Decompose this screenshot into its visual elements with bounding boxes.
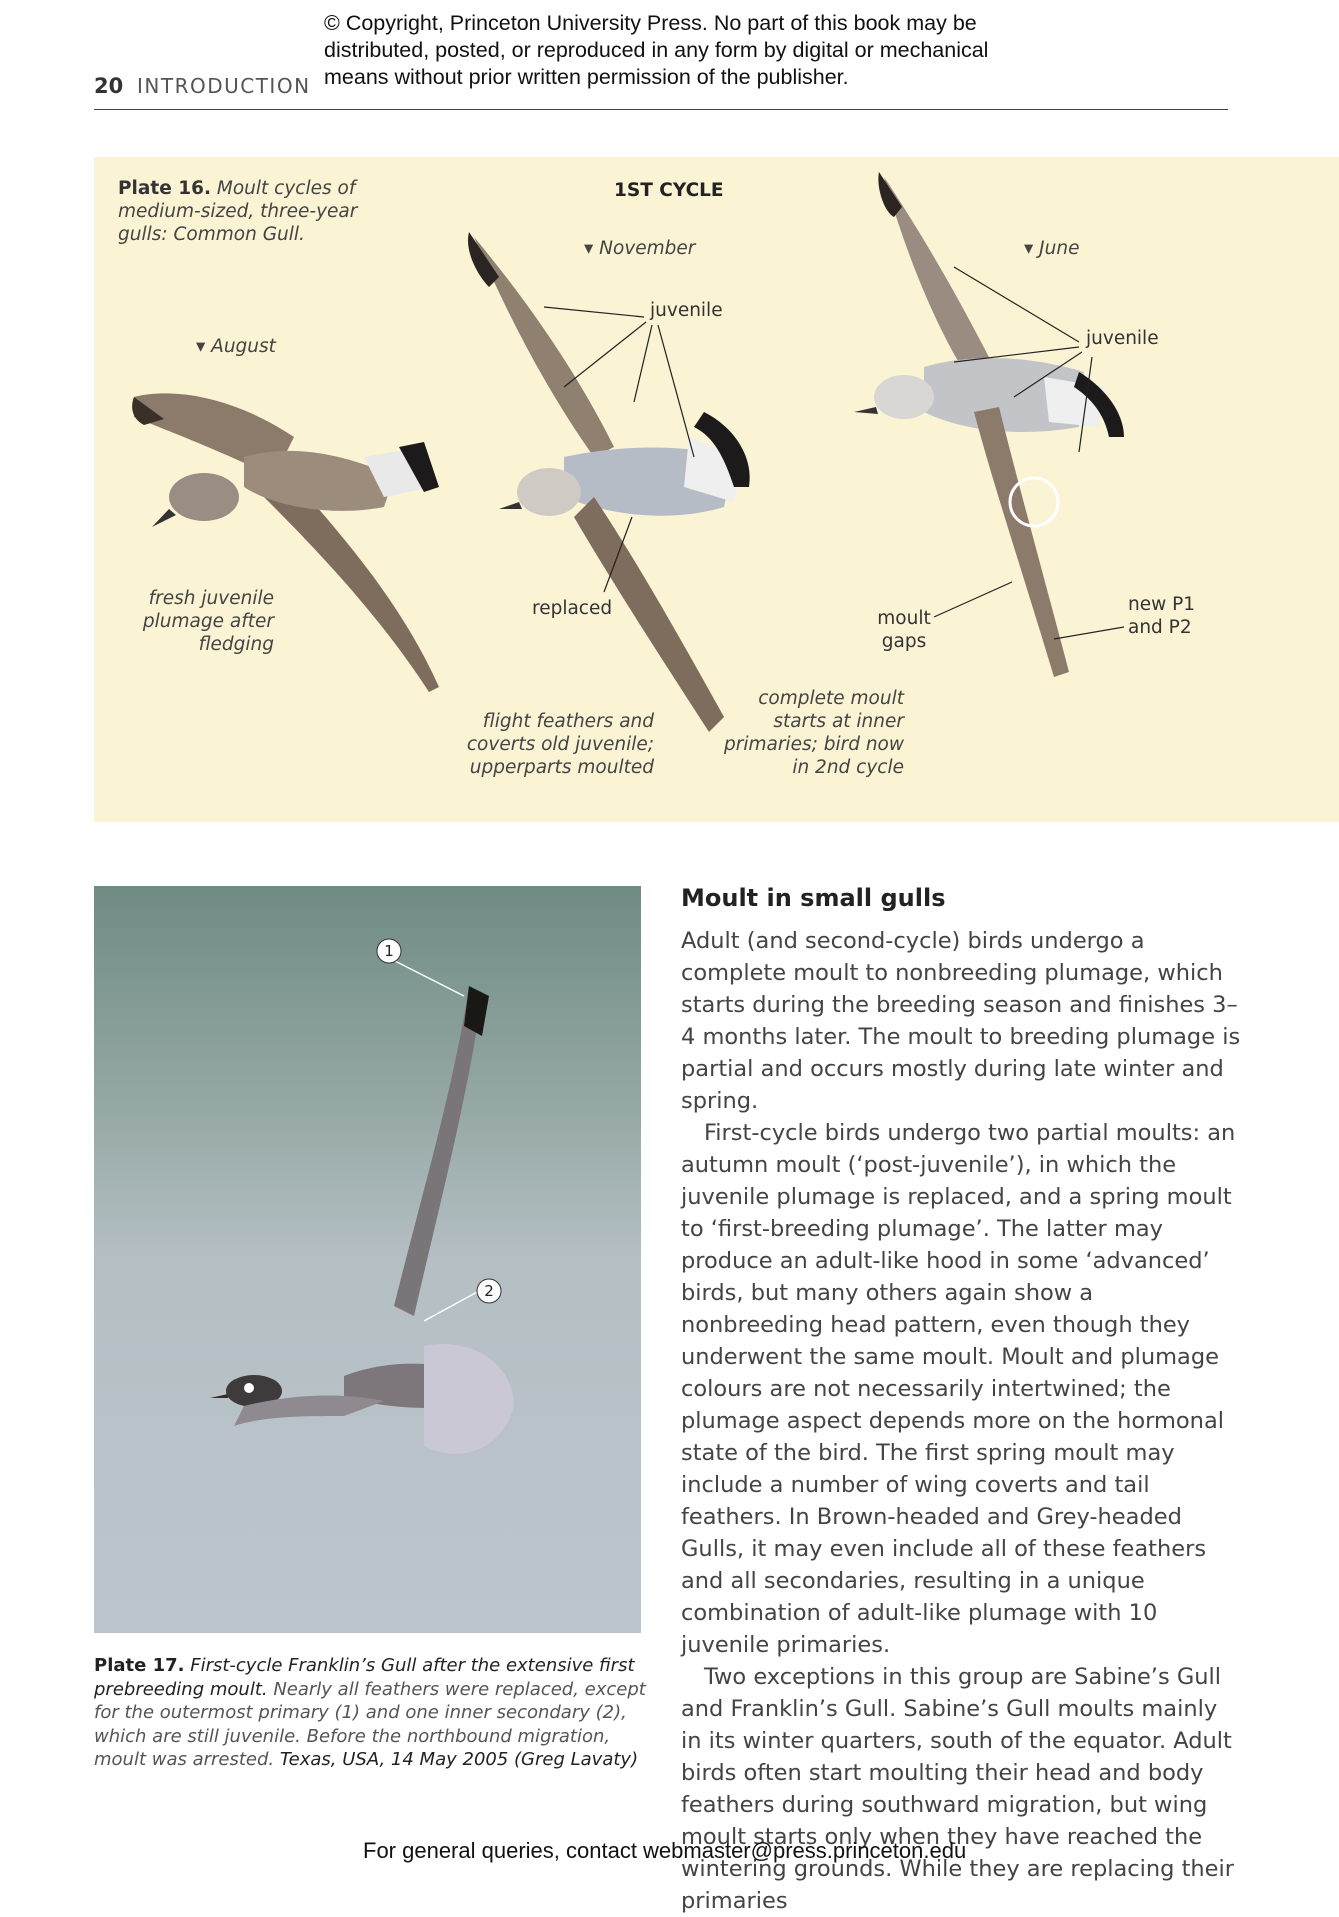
copyright-line: distributed, posted, or reproduced in any form by digital or mechanical	[324, 38, 989, 62]
label-replaced: replaced	[532, 598, 613, 619]
plate-16-label: Plate 16.	[118, 178, 211, 199]
note-flight-feathers: flight feathers and coverts old juvenile; upperparts moulted	[466, 711, 654, 778]
label-moult-gaps: moult gaps	[877, 608, 931, 652]
footer-contact: For general queries, contact webmaster@press.princeton.edu	[363, 1838, 967, 1863]
june-first-cycle-gull-illustration	[854, 172, 1124, 677]
plate-17-caption	[94, 1654, 654, 1772]
running-header: INTRODUCTION	[137, 74, 311, 98]
note-complete-moult: complete moult starts at inner primaries; bird now in 2nd cycle	[723, 688, 904, 778]
copyright-line: © Copyright, Princeton University Press. No part of this book may be	[324, 11, 977, 35]
copyright-line: means without prior written permission of the publisher.	[324, 65, 849, 89]
copyright-notice	[324, 10, 1044, 91]
label-new-p1-p2: new P1 and P2	[1128, 594, 1196, 638]
plate-17-description: Nearly all feathers were replaced, except for the outermost primary (1) and one inner secondary (2), which are still juvenile. Before the northbound migration, moult was arrested.	[94, 1678, 646, 1770]
plate-16-figure	[94, 157, 1339, 822]
plate-17-title: First-cycle Franklin’s Gull after the extensive first prebreeding moult.	[94, 1655, 635, 1700]
paragraph: Adult (and second-cycle) birds undergo a complete moult to nonbreeding plumage, which starts during the breeding season and finishes 3–4 months later. The moult to breeding plumage is partial and occurs mostly during late winter and spring.	[681, 928, 1241, 1114]
note-fresh-juvenile: fresh juvenile plumage after fledging	[142, 588, 274, 655]
plate-16-caption-line: medium-sized, three-year	[118, 201, 358, 222]
photo-marker-1: 1	[384, 942, 394, 960]
label-juvenile: juvenile	[650, 300, 723, 321]
plate-17-photo	[94, 886, 641, 1633]
page-number: 20	[94, 74, 124, 98]
plate-16-caption-line: gulls: Common Gull.	[118, 224, 305, 245]
photo-marker-2: 2	[484, 1282, 494, 1300]
plate-17-label: Plate 17.	[94, 1655, 185, 1676]
plate-16-caption	[118, 177, 378, 246]
label-juvenile: juvenile	[1086, 328, 1159, 349]
header-divider	[94, 109, 1228, 110]
cycle-heading: 1ST CYCLE	[614, 180, 724, 201]
article-body	[681, 925, 1241, 1917]
franklins-gull-photo	[94, 886, 641, 1633]
month-label-june: ▾ June	[1024, 238, 1080, 259]
plate-17-credit: Texas, USA, 14 May 2005 (Greg Lavaty)	[279, 1749, 639, 1770]
paragraph: First-cycle birds undergo two partial moults: an autumn moult (‘post-juvenile’), in which the juvenile plumage is replaced, and a spring moult to ‘first-breeding plumage’. The latter may produce an adult-like hood in some ‘advanced’ birds, but many others again show a nonbreeding head pattern, even though they underwent the same moult. Moult and plumage colours are not necessarily intertwined; the plumage aspect depends more on the hormonal state of the bird. The first spring moult may include a number of wing coverts and tail feathers. In Brown-headed and Grey-headed Gulls, it may even include all of these feathers and all secondaries, resulting in a unique combination of adult-like plumage with 10 juvenile primaries.	[681, 1120, 1236, 1658]
month-label-november: ▾ November	[584, 238, 696, 259]
paragraph: Two exceptions in this group are Sabine’s Gull and Franklin’s Gull. Sabine’s Gull moults mainly in its winter quarters, south of the equator. Adult birds often start moulting their head and body feathers during southward migration, but wing moult starts only when they have reached the wintering grounds. While they are replacing their primaries	[681, 1664, 1235, 1914]
section-heading: Moult in small gulls	[681, 884, 946, 912]
plate-16-caption-line: Moult cycles of	[216, 178, 356, 199]
month-label-august: ▾ August	[196, 336, 276, 357]
